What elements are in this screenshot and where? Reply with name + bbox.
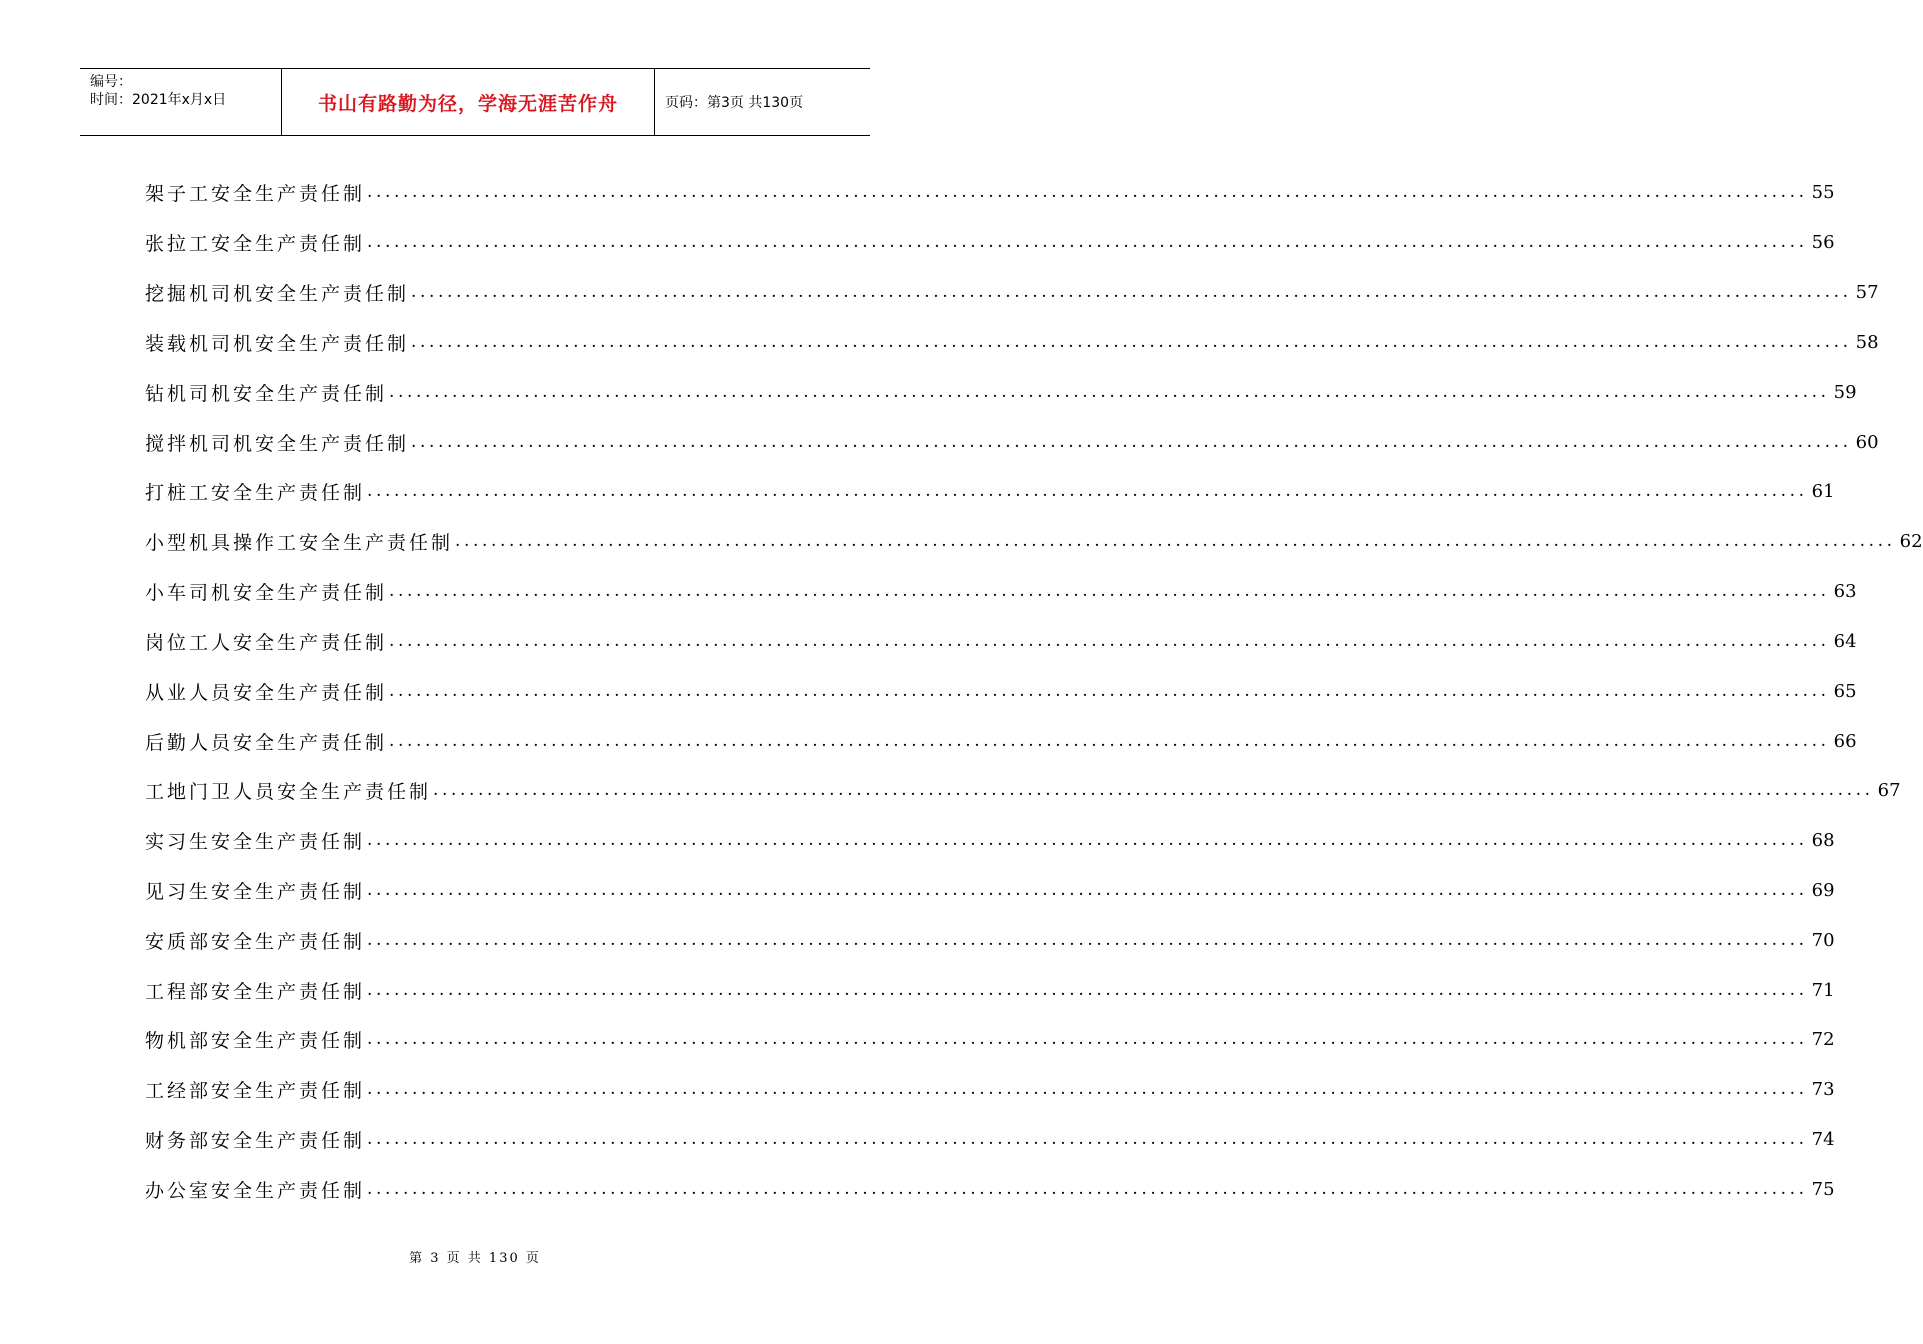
toc-entry-title: 工程部安全生产责任制 (145, 980, 366, 1003)
toc-entry-title: 安质部安全生产责任制 (145, 930, 366, 953)
toc-dot-leader: ................................................................................................................................................................ (367, 979, 1808, 1000)
toc-entry-page-number: 58 (1855, 331, 1879, 353)
toc-entry-title: 架子工安全生产责任制 (145, 183, 366, 206)
toc-entry-page-number: 69 (1811, 880, 1835, 901)
toc-dot-leader: ................................................................................................................................................................ (433, 780, 1874, 801)
document-date-label: 时间：2021年x月x日 (90, 92, 227, 108)
header-motto: 书山有路勤为径，学海无涯苦作舟 (317, 92, 618, 115)
toc-entry[interactable] (145, 666, 1857, 716)
toc-entry[interactable] (145, 1015, 1835, 1065)
toc-dot-leader: ................................................................................................................................................................ (389, 581, 1830, 602)
toc-entry[interactable] (145, 417, 1879, 467)
toc-dot-leader: ................................................................................................................................................................ (367, 232, 1808, 253)
toc-entry-page-number: 60 (1855, 431, 1879, 453)
toc-entry-title: 从业人员安全生产责任制 (145, 681, 388, 704)
toc-entry[interactable] (145, 816, 1835, 866)
toc-dot-leader: ................................................................................................................................................................ (455, 531, 1896, 552)
table-of-contents (145, 168, 1923, 1214)
toc-entry-page-number: 66 (1833, 730, 1857, 752)
toc-entry[interactable] (145, 766, 1901, 816)
toc-entry-page-number: 67 (1877, 780, 1901, 802)
toc-dot-leader: ................................................................................................................................................................ (367, 481, 1808, 502)
header-page-info: 页码：第3页 共130页 (665, 95, 804, 111)
toc-entry-title: 财务部安全生产责任制 (145, 1130, 366, 1153)
toc-entry-page-number: 75 (1811, 1178, 1835, 1200)
toc-entry[interactable] (145, 268, 1879, 318)
toc-entry-title: 岗位工人安全生产责任制 (145, 631, 388, 654)
toc-entry-title: 搅拌机司机安全生产责任制 (145, 432, 410, 455)
toc-entry-title: 小车司机安全生产责任制 (145, 582, 388, 605)
toc-entry-title: 办公室安全生产责任制 (145, 1179, 366, 1202)
toc-dot-leader: ................................................................................................................................................................ (367, 830, 1808, 851)
toc-dot-leader: ................................................................................................................................................................ (367, 182, 1808, 203)
toc-entry[interactable] (145, 1065, 1835, 1115)
page-header (80, 68, 870, 136)
toc-entry[interactable] (145, 716, 1857, 766)
toc-entry[interactable] (145, 1115, 1835, 1165)
toc-entry[interactable] (145, 168, 1835, 218)
toc-dot-leader: ................................................................................................................................................................ (389, 730, 1830, 751)
toc-entry-title: 打桩工安全生产责任制 (145, 482, 366, 505)
toc-dot-leader: ................................................................................................................................................................ (367, 1129, 1808, 1150)
toc-dot-leader: ................................................................................................................................................................ (411, 331, 1852, 352)
toc-entry-title: 工地门卫人员安全生产责任制 (145, 781, 432, 804)
toc-entry[interactable] (145, 367, 1857, 417)
header-page-info-cell (655, 69, 870, 135)
toc-entry-title: 张拉工安全生产责任制 (145, 233, 366, 256)
toc-entry[interactable] (145, 1165, 1835, 1215)
header-motto-cell (282, 69, 655, 135)
toc-entry-page-number: 64 (1833, 630, 1857, 652)
toc-dot-leader: ................................................................................................................................................................ (367, 880, 1808, 900)
toc-dot-leader: ................................................................................................................................................................ (389, 381, 1830, 402)
toc-entry-page-number: 57 (1855, 282, 1879, 304)
toc-entry[interactable] (145, 616, 1857, 666)
toc-entry-page-number: 68 (1811, 830, 1835, 852)
header-meta (80, 69, 282, 135)
toc-entry-page-number: 61 (1811, 481, 1835, 503)
toc-entry-title: 实习生安全生产责任制 (145, 831, 366, 854)
toc-entry-title: 钻机司机安全生产责任制 (145, 382, 388, 405)
toc-entry-page-number: 56 (1811, 232, 1835, 254)
toc-entry[interactable] (145, 567, 1857, 617)
toc-entry-title: 工经部安全生产责任制 (145, 1080, 366, 1103)
toc-entry-page-number: 73 (1811, 1079, 1835, 1101)
toc-entry-title: 小型机具操作工安全生产责任制 (145, 532, 454, 555)
toc-entry[interactable] (145, 866, 1835, 916)
toc-entry-page-number: 63 (1833, 581, 1857, 603)
toc-entry-page-number: 70 (1811, 929, 1835, 951)
toc-entry[interactable] (145, 915, 1835, 965)
toc-entry-page-number: 62 (1899, 531, 1923, 553)
toc-entry-page-number: 71 (1811, 979, 1835, 1001)
toc-entry-title: 挖掘机司机安全生产责任制 (145, 283, 410, 306)
toc-entry-page-number: 74 (1811, 1129, 1835, 1151)
toc-dot-leader: ................................................................................................................................................................ (367, 1079, 1808, 1100)
toc-entry-page-number: 72 (1811, 1029, 1835, 1051)
toc-entry-title: 后勤人员安全生产责任制 (145, 731, 388, 754)
toc-entry[interactable] (145, 218, 1835, 268)
document-number-label: 编号： (90, 74, 132, 90)
toc-dot-leader: ................................................................................................................................................................ (411, 282, 1852, 303)
toc-dot-leader: ................................................................................................................................................................ (411, 431, 1852, 452)
toc-entry[interactable] (145, 317, 1879, 367)
toc-entry[interactable] (145, 965, 1835, 1015)
toc-entry-page-number: 65 (1833, 680, 1857, 702)
toc-entry[interactable] (145, 517, 1923, 567)
toc-entry[interactable] (145, 467, 1835, 517)
toc-entry-title: 物机部安全生产责任制 (145, 1030, 366, 1053)
toc-entry-page-number: 59 (1833, 381, 1857, 403)
toc-dot-leader: ................................................................................................................................................................ (389, 680, 1830, 701)
toc-dot-leader: ................................................................................................................................................................ (367, 929, 1808, 950)
toc-dot-leader: ................................................................................................................................................................ (367, 1029, 1808, 1050)
toc-entry-title: 见习生安全生产责任制 (145, 881, 366, 903)
toc-dot-leader: ................................................................................................................................................................ (367, 1178, 1808, 1199)
toc-dot-leader: ................................................................................................................................................................ (389, 630, 1830, 651)
page-footer: 第 3 页 共 130 页 (409, 1251, 541, 1266)
toc-entry-title: 装载机司机安全生产责任制 (145, 332, 410, 355)
toc-entry-page-number: 55 (1811, 182, 1835, 204)
